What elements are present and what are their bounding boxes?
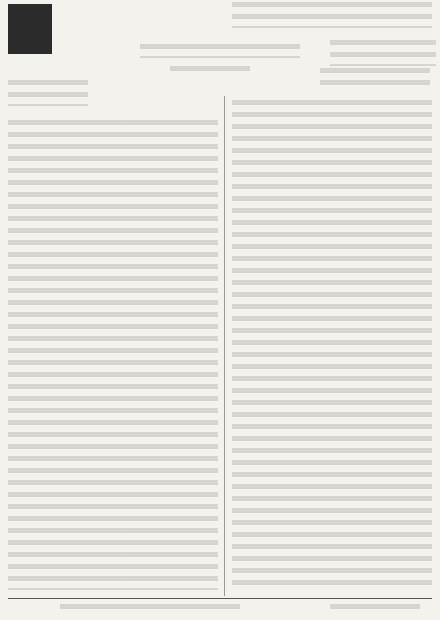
journal-logo — [8, 4, 52, 54]
right-column-text — [232, 100, 432, 590]
handwritten-page-mark — [8, 80, 88, 106]
left-column-text — [8, 120, 218, 590]
footer-journal-line — [60, 604, 240, 614]
handwritten-reference — [320, 68, 430, 86]
author-name — [170, 66, 250, 76]
footer-rule — [8, 598, 432, 599]
footer-page-number — [330, 604, 420, 614]
handwritten-note-top — [232, 2, 432, 28]
article-title — [140, 44, 300, 58]
handwritten-note-right — [330, 40, 436, 66]
column-divider — [224, 96, 225, 596]
